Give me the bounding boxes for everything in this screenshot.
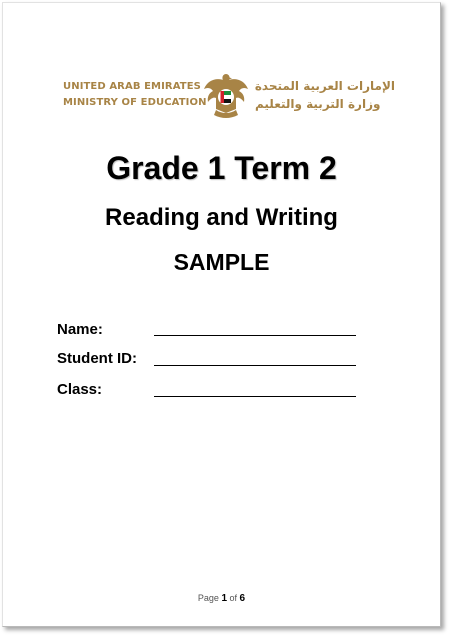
ministry-name-english [63, 79, 207, 111]
of-word: of [229, 593, 238, 603]
ministry-title-en: MINISTRY OF EDUCATION [63, 97, 207, 108]
total-pages-number: 6 [239, 593, 246, 604]
document-page [2, 2, 441, 627]
class-blank-line [154, 396, 356, 397]
class-label: Class: [57, 381, 103, 398]
name-blank-line [154, 335, 356, 336]
page-number-footer [3, 593, 440, 604]
student-id-label: Student ID: [57, 350, 137, 367]
ministry-country-en: UNITED ARAB EMIRATES [63, 81, 201, 92]
uae-falcon-emblem-icon [202, 69, 250, 119]
ministry-name-arabic [255, 77, 395, 113]
grade-term-title: Grade 1 Term 2 [106, 150, 337, 186]
page-word: Page [197, 593, 219, 603]
ministry-country-ar: الإمارات العربية المتحدة [254, 79, 395, 93]
ministry-title-ar: وزارة التربية والتعليم [255, 97, 381, 111]
sample-title: SAMPLE [173, 249, 270, 275]
name-label: Name: [57, 321, 103, 338]
student-id-blank-line [154, 365, 356, 366]
subject-title: Reading and Writing [105, 204, 338, 231]
current-page-number: 1 [221, 593, 227, 604]
